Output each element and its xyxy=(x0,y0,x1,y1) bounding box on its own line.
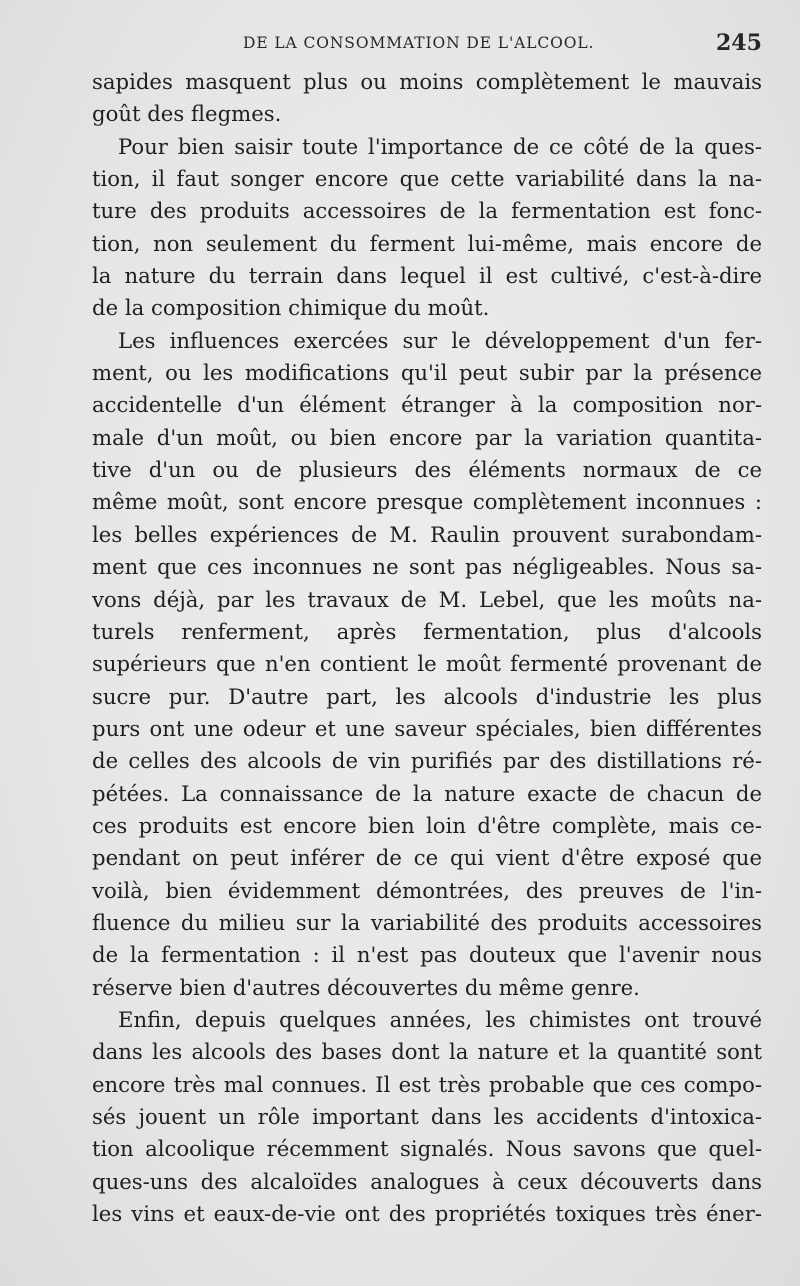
text-line: fluence du milieu sur la variabilité des produits accessoires xyxy=(92,909,762,935)
text-line: ment, ou les modifications qu'il peut subir par la présence xyxy=(92,360,762,386)
text-line: tion, non seulement du ferment lui-même, mais encore de xyxy=(92,230,762,256)
text-line: les belles expériences de M. Raulin prouvent surabondam- xyxy=(92,521,762,547)
text-line: ment que ces inconnues ne sont pas négligeables. Nous sa- xyxy=(92,554,762,580)
text-line: sés jouent un rôle important dans les accidents d'intoxica- xyxy=(92,1104,762,1129)
paragraph xyxy=(92,325,762,1004)
text-line: Les influences exercées sur le développement d'un fer- xyxy=(118,327,762,353)
text-line: pendant on peut inférer de ce qui vient d'être exposé que xyxy=(92,845,762,871)
text-line: même moût, sont encore presque complètement inconnues : xyxy=(92,489,762,515)
text-line: de la composition chimique du moût. xyxy=(92,295,490,321)
paragraph xyxy=(92,1004,762,1230)
text-line: purs ont une odeur et une saveur spéciales, bien différentes xyxy=(92,715,762,741)
text-line: male d'un moût, ou bien encore par la variation quantita- xyxy=(92,424,762,450)
text-line: voilà, bien évidemment démontrées, des preuves de l'in- xyxy=(92,877,762,903)
body-text xyxy=(92,66,762,1230)
page-number: 245 xyxy=(716,30,762,56)
text-line: dans les alcools des bases dont la nature et la quantité sont xyxy=(92,1039,762,1065)
text-line: tion, il faut songer encore que cette variabilité dans la na- xyxy=(92,166,762,192)
text-line: ques-uns des alcaloïdes analogues à ceux découverts dans xyxy=(92,1168,762,1194)
text-line: tive d'un ou de plusieurs des éléments normaux de ce xyxy=(92,457,762,483)
text-line: supérieurs que n'en contient le moût fermenté provenant de xyxy=(92,651,762,677)
text-line: ces produits est encore bien loin d'être complète, mais ce- xyxy=(92,812,762,838)
text-line: accidentelle d'un élément étranger à la composition nor- xyxy=(92,392,762,418)
page-header xyxy=(0,30,800,60)
text-line: Enfin, depuis quelques années, les chimistes ont trouvé xyxy=(118,1006,762,1032)
text-line: encore très mal connues. Il est très probable que ces compo- xyxy=(92,1071,762,1097)
text-line: ture des produits accessoires de la fermentation est fonc- xyxy=(92,198,762,224)
paragraph xyxy=(92,131,762,325)
text-line: Pour bien saisir toute l'importance de ce côté de la ques- xyxy=(118,133,762,159)
running-title: DE LA CONSOMMATION DE L'ALCOOL. xyxy=(243,34,595,52)
text-line: la nature du terrain dans lequel il est cultivé, c'est-à-dire xyxy=(92,263,762,289)
text-line: de celles des alcools de vin purifiés par des distillations ré- xyxy=(92,748,762,774)
text-line: de la fermentation : il n'est pas douteux que l'avenir nous xyxy=(92,942,762,968)
text-line: vons déjà, par les travaux de M. Lebel, que les moûts na- xyxy=(92,586,762,612)
text-line: pétées. La connaissance de la nature exacte de chacun de xyxy=(92,780,762,806)
text-line: tion alcoolique récemment signalés. Nous savons que quel- xyxy=(92,1136,762,1162)
text-line: turels renferment, après fermentation, plus d'alcools xyxy=(92,618,762,644)
text-line: les vins et eaux-de-vie ont des propriétés toxiques très éner- xyxy=(92,1201,762,1227)
text-line: goût des flegmes. xyxy=(92,101,282,127)
text-line: sucre pur. D'autre part, les alcools d'industrie les plus xyxy=(92,683,762,709)
paragraph xyxy=(92,66,762,131)
text-line: sapides masquent plus ou moins complètement le mauvais xyxy=(92,69,762,94)
text-line: réserve bien d'autres découvertes du même genre. xyxy=(92,974,640,1000)
